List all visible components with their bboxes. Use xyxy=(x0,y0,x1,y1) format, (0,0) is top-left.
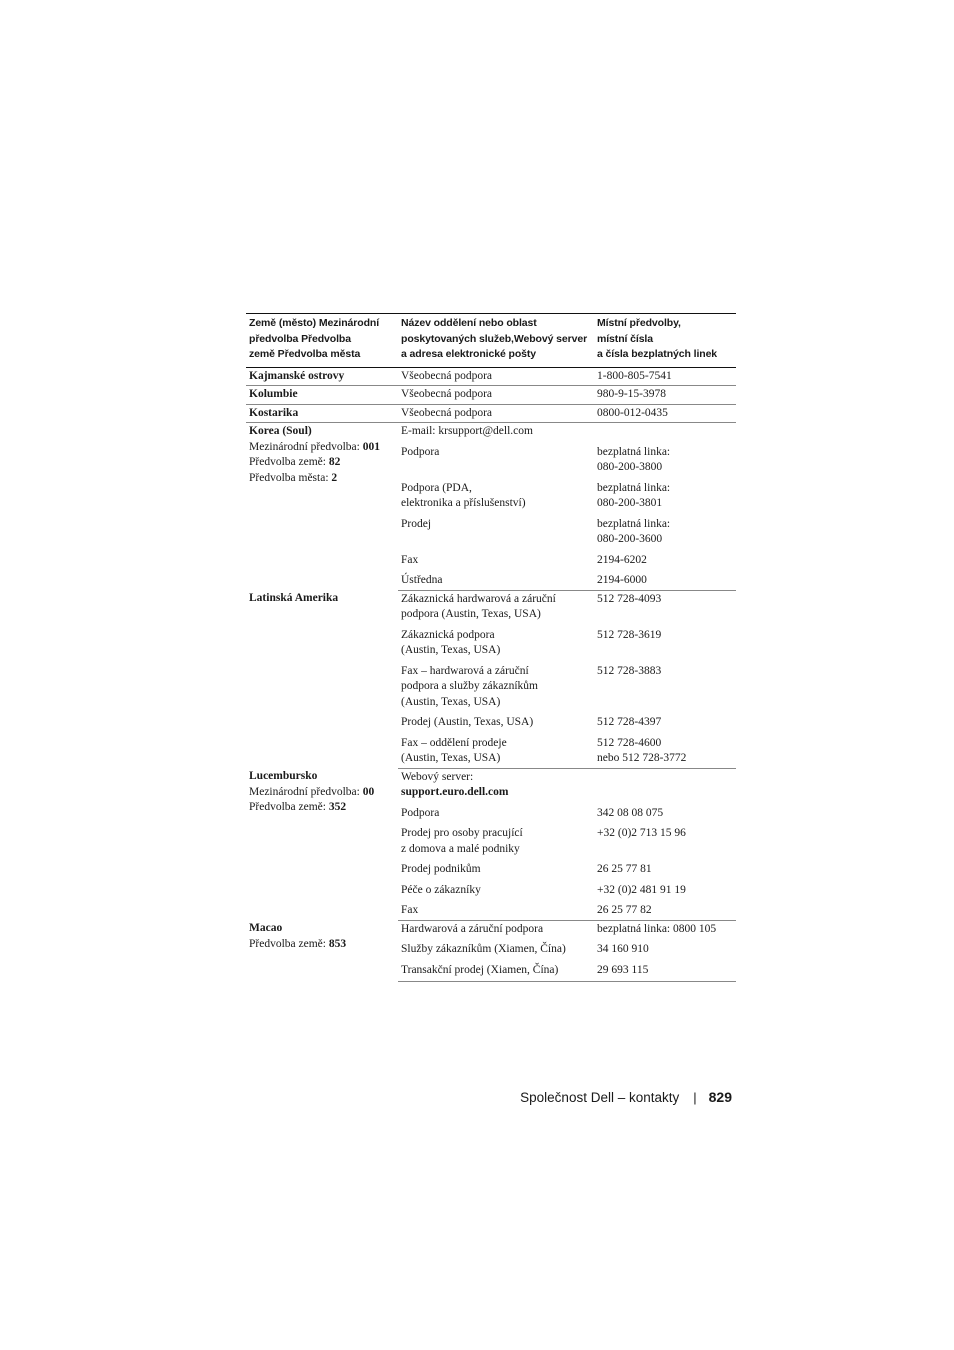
phone-number: 29 693 115 xyxy=(597,963,649,976)
table-body xyxy=(246,367,736,982)
service-cell xyxy=(398,920,594,938)
number-cell xyxy=(594,549,736,570)
number-cell xyxy=(594,768,736,802)
dialing-code-value: 853 xyxy=(328,937,347,950)
service-text: Zákaznická hardwarová a záruční xyxy=(401,592,556,605)
footer-separator: | xyxy=(693,1090,697,1105)
service-cell xyxy=(398,549,594,570)
dialing-code-label: Předvolba země: xyxy=(249,801,329,813)
dialing-code-label: Předvolba země: xyxy=(249,937,329,950)
service-text: Podpora xyxy=(401,445,440,458)
service-text: E-mail: krsupport@dell.com xyxy=(401,425,533,437)
column-header-line: a čísla bezplatných linek xyxy=(597,348,718,360)
phone-number: 2194-6000 xyxy=(597,574,647,586)
phone-number: 342 08 08 075 xyxy=(597,806,664,819)
service-text: Zákaznická podpora xyxy=(401,628,495,641)
number-cell xyxy=(594,441,736,477)
dialing-code xyxy=(249,937,395,953)
table-row xyxy=(246,920,736,938)
column-header-line: poskytovaných služeb,Webový server xyxy=(401,332,588,345)
dialing-code xyxy=(249,471,395,487)
country-name: Kajmanské ostrovy xyxy=(249,369,345,382)
number-cell xyxy=(594,858,736,879)
column-header-line: Název oddělení nebo oblast xyxy=(401,317,537,329)
page-footer xyxy=(520,1089,732,1105)
number-cell xyxy=(594,938,736,959)
service-text: Webový server: xyxy=(401,770,474,783)
service-cell xyxy=(398,569,594,590)
number-cell xyxy=(594,899,736,920)
column-header-line: země Předvolba města xyxy=(249,348,361,360)
service-text: Fax – hardwarová a záruční xyxy=(401,664,529,677)
service-cell xyxy=(398,513,594,549)
column-header-3 xyxy=(594,314,736,368)
phone-number: 080-200-3801 xyxy=(597,497,663,509)
country-cell xyxy=(246,768,398,920)
service-text: Všeobecná podpora xyxy=(401,406,493,419)
number-cell xyxy=(594,711,736,732)
number-cell xyxy=(594,879,736,900)
service-cell xyxy=(398,822,594,858)
dialing-code xyxy=(249,800,395,816)
dialing-code xyxy=(249,785,395,801)
service-text: elektronika a příslušenství) xyxy=(401,497,526,509)
phone-number: bezplatná linka: xyxy=(597,517,671,530)
dialing-code-label: Mezinárodní předvolba: xyxy=(249,785,363,798)
phone-number: 26 25 77 81 xyxy=(597,863,652,875)
table-row xyxy=(246,768,736,802)
service-cell xyxy=(398,386,594,405)
country-cell xyxy=(246,920,398,982)
column-header-1 xyxy=(246,314,398,368)
phone-number: 080-200-3800 xyxy=(597,461,663,473)
service-text: Fax xyxy=(401,553,419,566)
phone-number: bezplatná linka: xyxy=(597,445,671,458)
dialing-code-value: 00 xyxy=(362,785,375,798)
service-text: Služby zákazníkům (Xiamen, Čína) xyxy=(401,943,566,955)
service-text: (Austin, Texas, USA) xyxy=(401,644,501,656)
dialing-code-value: 82 xyxy=(328,456,341,468)
phone-number: nebo 512 728-3772 xyxy=(597,752,687,764)
phone-number: +32 (0)2 713 15 96 xyxy=(597,827,686,839)
footer-section-title: Společnost Dell – kontakty xyxy=(520,1090,680,1105)
phone-number: bezplatná linka: 0800 105 xyxy=(597,922,717,935)
service-cell xyxy=(398,477,594,513)
service-cell xyxy=(398,624,594,660)
service-text: Hardwarová a záruční podpora xyxy=(401,922,544,935)
service-cell xyxy=(398,441,594,477)
column-header-line: předvolba Předvolba xyxy=(249,332,351,345)
country-name: Lucembursko xyxy=(249,770,318,782)
number-cell xyxy=(594,732,736,769)
service-text: Transakční prodej (Xiamen, Čína) xyxy=(401,963,559,976)
dialing-code-value: 352 xyxy=(328,801,347,813)
column-header-2 xyxy=(398,314,594,368)
country-cell xyxy=(246,367,398,386)
service-text: Fax – oddělení prodeje xyxy=(401,736,507,749)
phone-number: 512 728-3619 xyxy=(597,628,662,641)
contact-table xyxy=(246,313,736,982)
number-cell xyxy=(594,404,736,423)
phone-number: 0800-012-0435 xyxy=(597,406,668,419)
dialing-code-value: 2 xyxy=(331,471,338,484)
website-link[interactable]: support.euro.dell.com xyxy=(401,786,509,798)
country-cell xyxy=(246,590,398,768)
service-cell xyxy=(398,879,594,900)
service-text: Podpora (PDA, xyxy=(401,481,472,494)
dialing-code-value: 001 xyxy=(362,440,380,453)
service-cell xyxy=(398,899,594,920)
service-text: z domova a malé podniky xyxy=(401,842,520,855)
phone-number: 512 728-4093 xyxy=(597,592,662,605)
column-header-line: Země (město) Mezinárodní xyxy=(249,317,380,329)
service-cell xyxy=(398,423,594,441)
table-row xyxy=(246,404,736,423)
service-text: (Austin, Texas, USA) xyxy=(401,695,501,708)
service-cell xyxy=(398,858,594,879)
number-cell xyxy=(594,569,736,590)
page-number: 829 xyxy=(708,1089,732,1105)
service-cell xyxy=(398,802,594,823)
number-cell xyxy=(594,423,736,441)
number-cell xyxy=(594,802,736,823)
service-cell xyxy=(398,660,594,712)
service-text: Všeobecná podpora xyxy=(401,388,493,400)
service-text: (Austin, Texas, USA) xyxy=(401,752,501,764)
country-name: Korea (Soul) xyxy=(249,425,312,437)
service-text: Všeobecná podpora xyxy=(401,369,493,382)
column-header-line: Místní předvolby, xyxy=(597,317,681,329)
phone-number: 080-200-3600 xyxy=(597,533,663,545)
service-cell xyxy=(398,711,594,732)
phone-number: 26 25 77 82 xyxy=(597,904,652,916)
number-cell xyxy=(594,590,736,624)
number-cell xyxy=(594,959,736,982)
country-cell xyxy=(246,423,398,591)
service-cell xyxy=(398,367,594,386)
service-cell xyxy=(398,768,594,802)
dialing-code-label: Mezinárodní předvolba: xyxy=(249,440,363,453)
service-cell xyxy=(398,938,594,959)
service-text: Prodej podnikům xyxy=(401,863,481,875)
table-row xyxy=(246,423,736,441)
table-row xyxy=(246,386,736,405)
service-text: podpora a služby zákazníkům xyxy=(401,680,538,692)
number-cell xyxy=(594,660,736,712)
number-cell xyxy=(594,477,736,513)
service-text: Podpora xyxy=(401,806,440,819)
phone-number: bezplatná linka: xyxy=(597,481,671,494)
service-text: Prodej pro osoby pracující xyxy=(401,827,523,839)
service-cell xyxy=(398,590,594,624)
country-cell xyxy=(246,386,398,405)
service-text: podpora (Austin, Texas, USA) xyxy=(401,608,541,620)
service-cell xyxy=(398,404,594,423)
number-cell xyxy=(594,822,736,858)
column-header-line: místní čísla xyxy=(597,332,653,345)
service-cell xyxy=(398,959,594,982)
dialing-code xyxy=(249,455,395,471)
table-row xyxy=(246,590,736,624)
number-cell xyxy=(594,386,736,405)
number-cell xyxy=(594,920,736,938)
column-header-line: a adresa elektronické pošty xyxy=(401,348,537,360)
country-name: Latinská Amerika xyxy=(249,592,339,604)
dialing-code xyxy=(249,440,395,456)
country-cell xyxy=(246,404,398,423)
service-text: Prodej (Austin, Texas, USA) xyxy=(401,716,534,728)
number-cell xyxy=(594,513,736,549)
number-cell xyxy=(594,367,736,386)
country-name: Kolumbie xyxy=(249,388,298,400)
country-name: Kostarika xyxy=(249,406,299,419)
phone-number: 512 728-3883 xyxy=(597,664,662,677)
phone-number: 980-9-15-3978 xyxy=(597,388,666,400)
dialing-code-label: Předvolba města: xyxy=(249,471,332,484)
service-text: Ústředna xyxy=(401,574,443,586)
header-row xyxy=(246,314,736,368)
phone-number: 2194-6202 xyxy=(597,553,647,566)
dialing-code-label: Předvolba země: xyxy=(249,456,329,468)
phone-number: 34 160 910 xyxy=(597,943,649,955)
country-name: Macao xyxy=(249,922,283,934)
service-cell xyxy=(398,732,594,769)
table-row xyxy=(246,367,736,386)
phone-number: 512 728-4600 xyxy=(597,736,662,749)
table-header xyxy=(246,314,736,368)
service-text: Péče o zákazníky xyxy=(401,883,481,896)
number-cell xyxy=(594,624,736,660)
service-text: Fax xyxy=(401,904,419,916)
phone-number: +32 (0)2 481 91 19 xyxy=(597,883,686,896)
phone-number: 512 728-4397 xyxy=(597,716,662,728)
service-text: Prodej xyxy=(401,517,432,530)
phone-number: 1-800-805-7541 xyxy=(597,369,672,382)
